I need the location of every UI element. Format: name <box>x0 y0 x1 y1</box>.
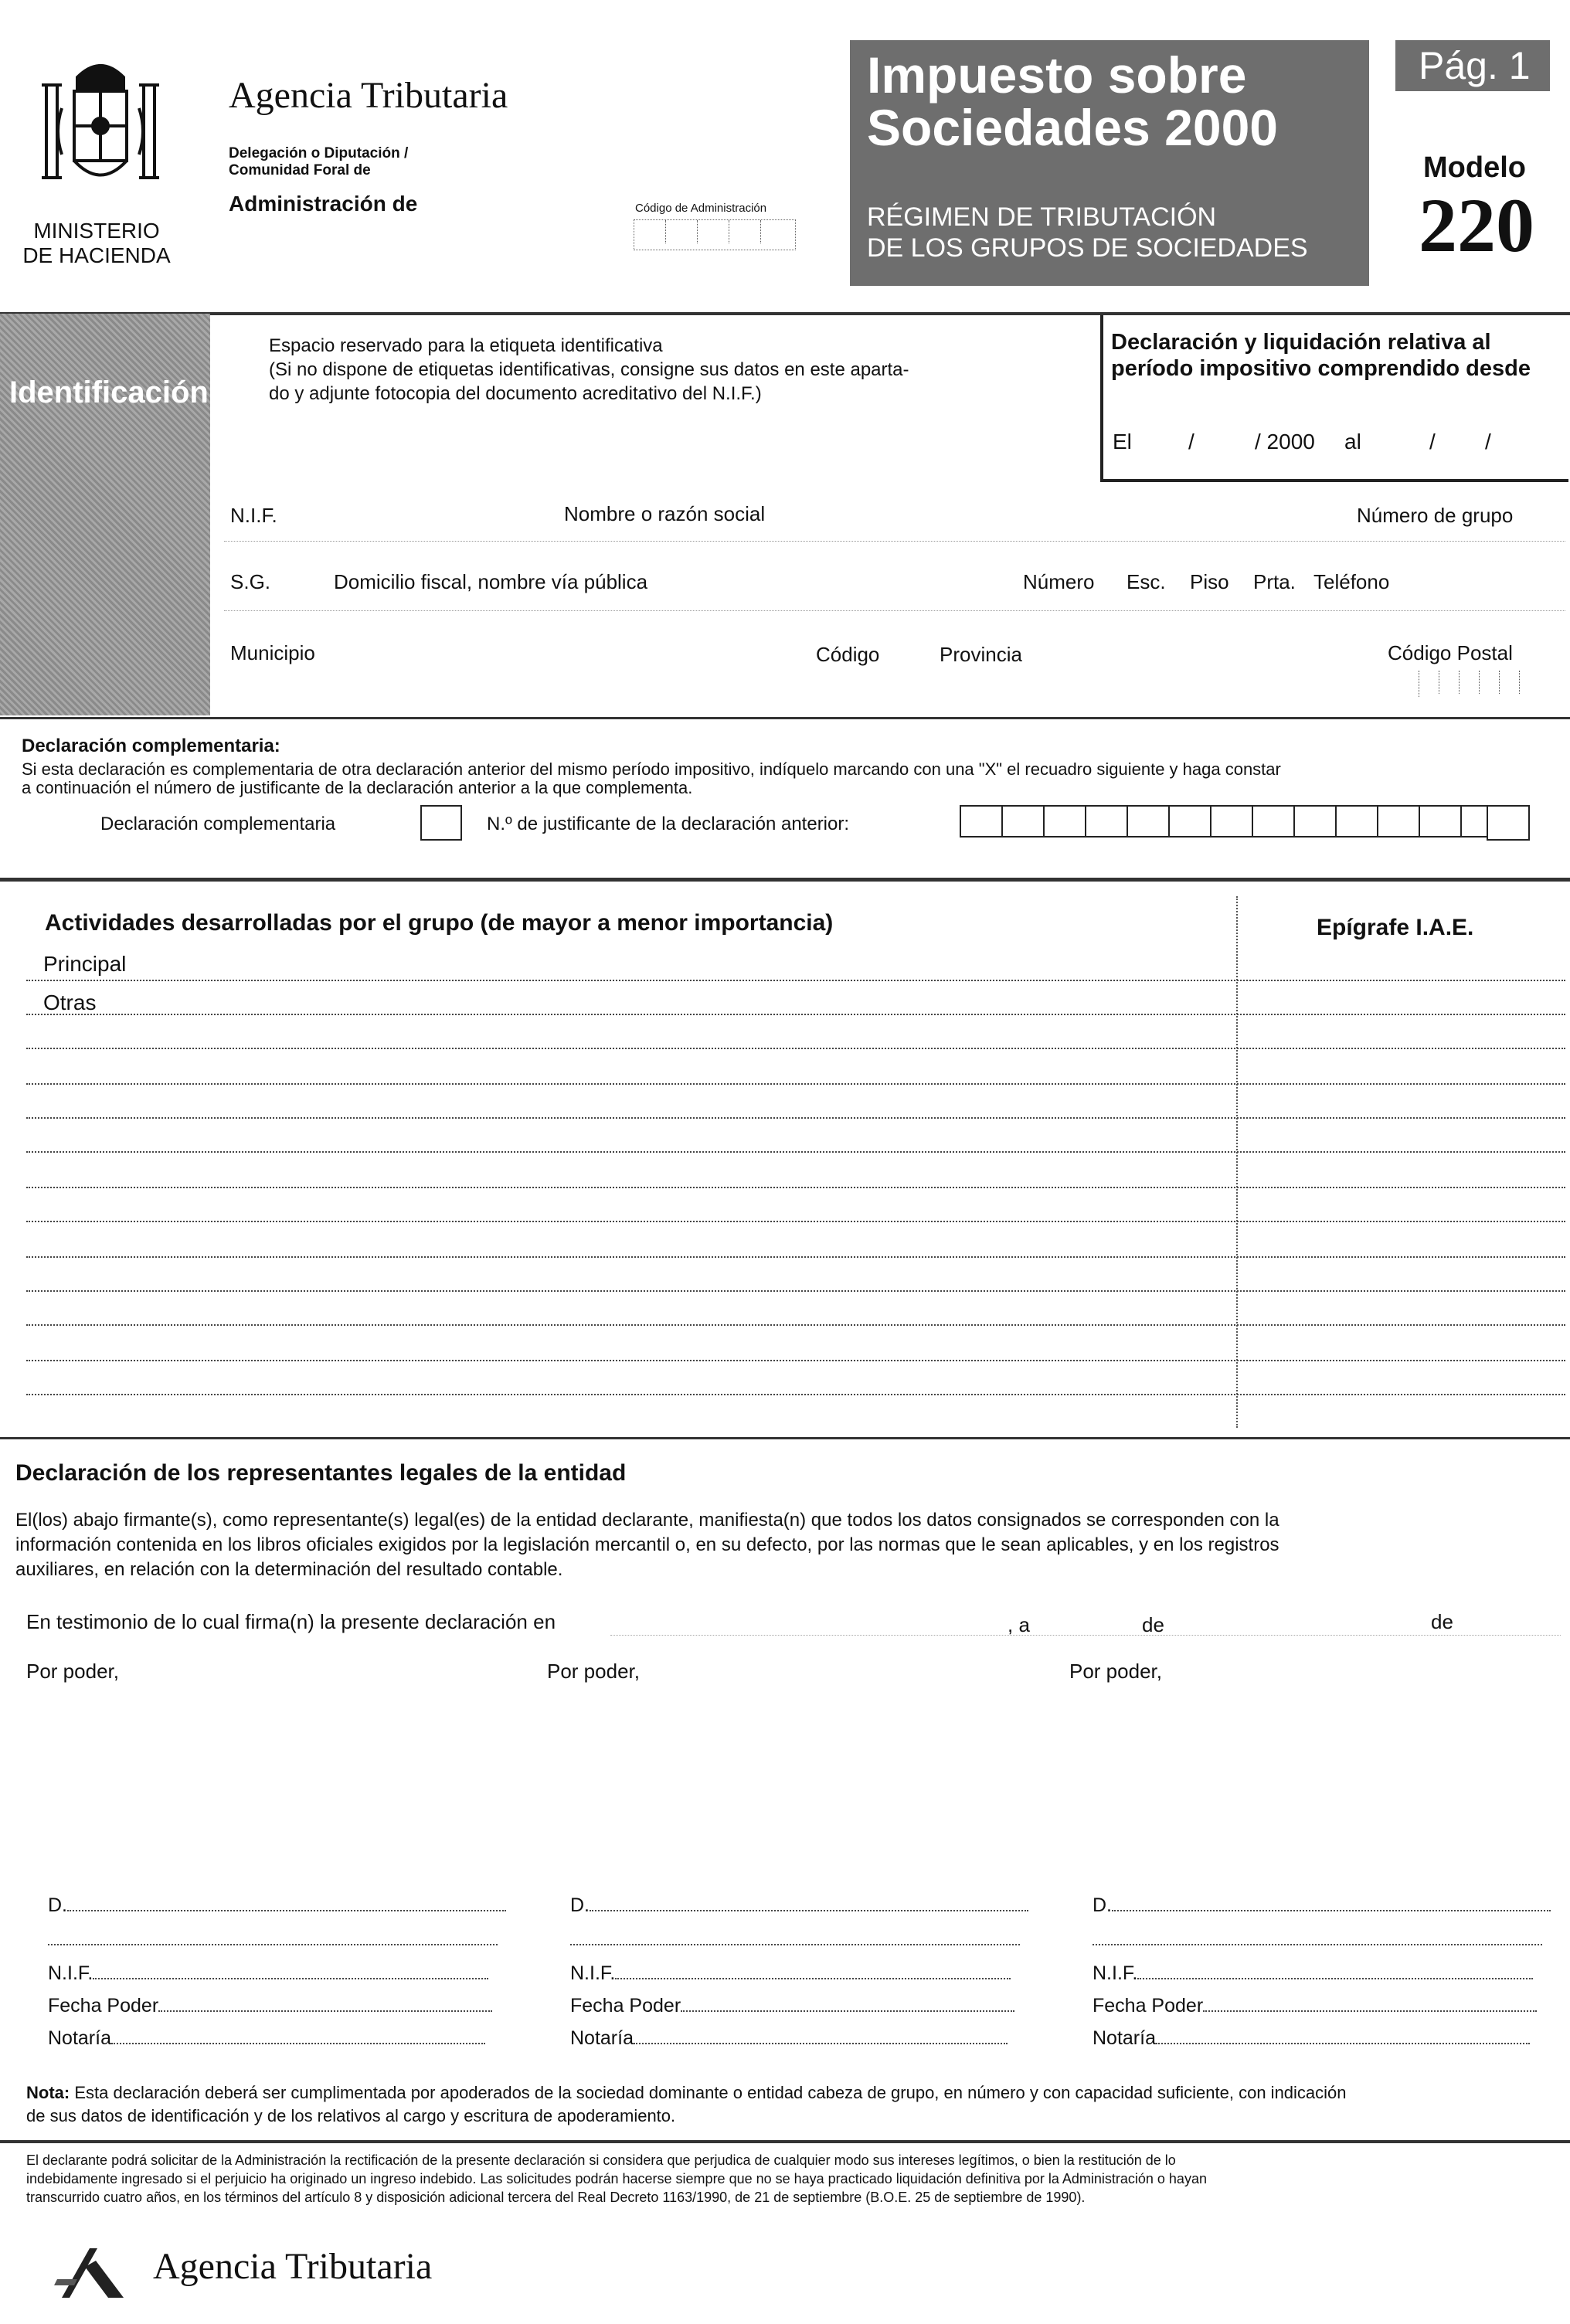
activity-line[interactable] <box>26 1290 1565 1292</box>
period-slash1: / <box>1188 430 1194 454</box>
legal-text <box>15 1508 1553 1582</box>
label-space-line3: do y adjunte fotocopia del documento acreditativo del N.I.F.) <box>269 383 762 404</box>
admin-code-field[interactable] <box>634 219 796 250</box>
complementary-text-line1: Si esta declaración es complementaria de otra declaración anterior del mismo período impositivo, indíquelo marcando con una "X" el recuadro siguiente y haga constar <box>22 759 1281 779</box>
province-label: Provincia <box>940 643 1022 666</box>
signer-d[interactable] <box>48 1894 506 1917</box>
signer-d-label: D. <box>1093 1894 1112 1916</box>
signer-d-line2[interactable] <box>1093 1944 1542 1945</box>
signer-notaria-label: Notaría <box>48 2027 111 2049</box>
prta-label: Prta. <box>1253 570 1296 593</box>
signer-fecha-poder-label: Fecha Poder <box>1093 1995 1204 2017</box>
signer-fecha-poder[interactable] <box>48 1995 492 2017</box>
address-label: Domicilio fiscal, nombre vía pública <box>334 570 648 593</box>
delegation-label <box>229 145 408 179</box>
activities-column-divider <box>1236 896 1238 1428</box>
testimony-de2: de <box>1431 1610 1453 1633</box>
por-poder-3: Por poder, <box>1069 1660 1162 1683</box>
signer-nif[interactable] <box>570 1962 1011 1985</box>
signer-nif-label: N.I.F. <box>570 1962 616 1984</box>
coat-of-arms-icon <box>31 54 170 209</box>
activity-line[interactable] <box>26 1117 1565 1119</box>
group-number-label: Número de grupo <box>1357 504 1514 527</box>
activity-line[interactable] <box>26 1256 1565 1258</box>
signer-notaria[interactable] <box>570 2027 1008 2050</box>
activities-title: Actividades desarrolladas por el grupo (de mayor a menor importancia) <box>45 910 834 936</box>
testimony-line[interactable] <box>610 1635 1561 1636</box>
activity-line[interactable] <box>26 1360 1565 1361</box>
signer-d-label: D. <box>48 1894 67 1916</box>
signer-notaria[interactable] <box>1093 2027 1530 2050</box>
esc-label: Esc. <box>1127 570 1166 593</box>
address-row-line <box>224 610 1565 611</box>
label-space-line2: (Si no dispone de etiquetas identificativas, consigne sus datos en este aparta- <box>269 359 909 380</box>
footer-text-line3: transcurrido cuatro años, en los términos del artículo 8 y disposición adicional tercera del Real Decreto 1163/1990, de 21 de septiembre (B.O.E. 25 de septiembre de 1990). <box>26 2190 1086 2205</box>
signer-d[interactable] <box>1093 1894 1551 1917</box>
complementary-title: Declaración complementaria: <box>22 736 280 756</box>
signer-fecha-poder[interactable] <box>570 1995 1014 2017</box>
legal-text-line3: auxiliares, en relación con la determinación del resultado contable. <box>15 1559 563 1580</box>
testimony-de1: de <box>1142 1613 1164 1636</box>
piso-label: Piso <box>1190 570 1229 593</box>
page-badge <box>1395 40 1550 91</box>
delegation-line1: Delegación o Diputación / <box>229 145 409 161</box>
signer-nif-label: N.I.F. <box>48 1962 93 1984</box>
signer-d-line2[interactable] <box>48 1944 498 1945</box>
receipt-number-field[interactable] <box>960 805 1504 838</box>
admin-code-label: Código de Administración <box>635 202 767 215</box>
phone-label: Teléfono <box>1313 570 1390 593</box>
signer-fecha-poder-label: Fecha Poder <box>570 1995 681 2017</box>
period-title <box>1111 329 1531 382</box>
legal-text-line1: El(los) abajo firmante(s), como representante(s) legal(es) de la entidad declarante, manifiesta(n) que todos los datos consignados se corresponden con la <box>15 1510 1279 1531</box>
signer-notaria-label: Notaría <box>1093 2027 1156 2049</box>
period-title-line2: período impositivo comprendido desde <box>1111 356 1531 381</box>
testimony-comma-a: , a <box>1008 1613 1030 1636</box>
signer-nif[interactable] <box>48 1962 488 1985</box>
receipt-control-digit[interactable] <box>1487 805 1530 841</box>
period-year: / 2000 <box>1255 430 1315 454</box>
note-text-line1: Esta declaración deberá ser cumplimentada por apoderados de la sociedad dominante o entidad cabeza de grupo, en número y con capacidad suficiente, con indicación <box>74 2083 1347 2102</box>
label-space-text <box>269 334 909 406</box>
complementary-checkbox-label: Declaración complementaria <box>100 814 336 834</box>
por-poder-1: Por poder, <box>26 1660 119 1683</box>
period-slash3: / <box>1485 430 1491 454</box>
activity-line[interactable] <box>26 980 1565 981</box>
activity-line[interactable] <box>26 1151 1565 1153</box>
agency-logo-icon <box>54 2244 131 2302</box>
administration-label: Administración de <box>229 192 418 216</box>
signer-d-line2[interactable] <box>570 1944 1020 1945</box>
postal-code-label: Código Postal <box>1388 641 1513 664</box>
period-dates[interactable] <box>1113 430 1561 454</box>
footer-text <box>26 2151 1556 2207</box>
complementary-checkbox[interactable] <box>420 805 462 841</box>
nif-row-line <box>224 541 1565 542</box>
delegation-line2: Comunidad Foral de <box>229 162 371 178</box>
signer-fecha-poder[interactable] <box>1093 1995 1537 2017</box>
code-label: Código <box>816 643 880 666</box>
activity-line[interactable] <box>26 1048 1565 1049</box>
ministry-line2: DE HACIENDA <box>22 243 171 267</box>
activity-line[interactable] <box>26 1221 1565 1222</box>
title-line1: Impuesto sobre <box>867 46 1247 104</box>
agency-title: Agencia Tributaria <box>229 75 508 116</box>
ministry-line1: MINISTERIO <box>33 219 160 243</box>
activity-principal-label: Principal <box>43 952 127 976</box>
period-box <box>1100 315 1568 482</box>
period-el: El <box>1113 430 1132 454</box>
ministry-name <box>15 219 178 268</box>
legal-title: Declaración de los representantes legales de la entidad <box>15 1460 627 1486</box>
activity-others-label: Otras <box>43 990 97 1014</box>
signer-notaria-label: Notaría <box>570 2027 634 2049</box>
complementary-text <box>22 760 1281 797</box>
period-slash2: / <box>1429 430 1436 454</box>
activity-line[interactable] <box>26 1187 1565 1188</box>
iae-header: Epígrafe I.A.E. <box>1317 915 1474 940</box>
label-space-line1: Espacio reservado para la etiqueta identificativa <box>269 335 663 356</box>
signer-notaria[interactable] <box>48 2027 485 2050</box>
municipality-label: Municipio <box>230 641 315 664</box>
nif-label: N.I.F. <box>230 504 277 527</box>
complementary-divider <box>0 717 1570 719</box>
postal-code-field[interactable] <box>1419 671 1520 697</box>
footer-text-line2: indebidamente ingresado si el perjuicio ha originado un ingreso indebido. Las solicitudes podrán hacerse siempre que no se haya practicado liquidación definitiva por la Administración o hayan <box>26 2171 1207 2186</box>
model-label: Modelo <box>1423 151 1526 184</box>
signer-d-label: D. <box>570 1894 590 1916</box>
number-label: Número <box>1023 570 1095 593</box>
legal-divider <box>0 1437 1570 1439</box>
title-line2: Sociedades 2000 <box>867 99 1278 156</box>
note-text-line2: de sus datos de identificación y de los relativos al cargo y escritura de apoderamiento. <box>26 2106 676 2125</box>
activity-line[interactable] <box>26 1324 1565 1326</box>
activities-divider <box>0 878 1570 882</box>
period-title-line1: Declaración y liquidación relativa al <box>1111 330 1491 355</box>
activity-line[interactable] <box>26 1394 1565 1395</box>
period-al: al <box>1344 430 1361 454</box>
identification-title: Identificación <box>9 375 209 409</box>
receipt-label: N.º de justificante de la declaración anterior: <box>487 814 850 834</box>
footer-divider <box>0 2140 1570 2143</box>
page-number: Pág. 1 <box>1419 44 1531 87</box>
note <box>26 2081 1556 2128</box>
sg-label: S.G. <box>230 570 271 593</box>
legal-text-line2: información contenida en los libros oficiales exigidos por la legislación mercantil o, en su defecto, por las normas que le sean aplicables, y en los registros <box>15 1534 1279 1555</box>
footer-text-line1: El declarante podrá solicitar de la Administración la rectificación de la presente declaración si considera que perjudica de cualquier modo sus intereses legítimos, o bien la restitución de lo <box>26 2152 1176 2168</box>
signer-fecha-poder-label: Fecha Poder <box>48 1995 159 2017</box>
activity-line[interactable] <box>26 1014 1565 1015</box>
company-name-label: Nombre o razón social <box>564 502 766 525</box>
note-label: Nota: <box>26 2083 70 2102</box>
signer-d[interactable] <box>570 1894 1028 1917</box>
footer-agency-title: Agencia Tributaria <box>153 2246 433 2287</box>
title-box <box>850 40 1369 286</box>
model-number: 220 <box>1419 182 1534 268</box>
signer-nif[interactable] <box>1093 1962 1533 1985</box>
signer-nif-label: N.I.F. <box>1093 1962 1138 1984</box>
identification-sidebar <box>0 314 210 715</box>
activity-line[interactable] <box>26 1083 1565 1085</box>
testimony-label: En testimonio de lo cual firma(n) la presente declaración en <box>26 1610 556 1633</box>
subtitle-line2: DE LOS GRUPOS DE SOCIEDADES <box>867 233 1308 263</box>
complementary-text-line2: a continuación el número de justificante de la declaración anterior a la que complementa. <box>22 778 693 797</box>
por-poder-2: Por poder, <box>547 1660 640 1683</box>
subtitle-line1: RÉGIMEN DE TRIBUTACIÓN <box>867 202 1217 232</box>
